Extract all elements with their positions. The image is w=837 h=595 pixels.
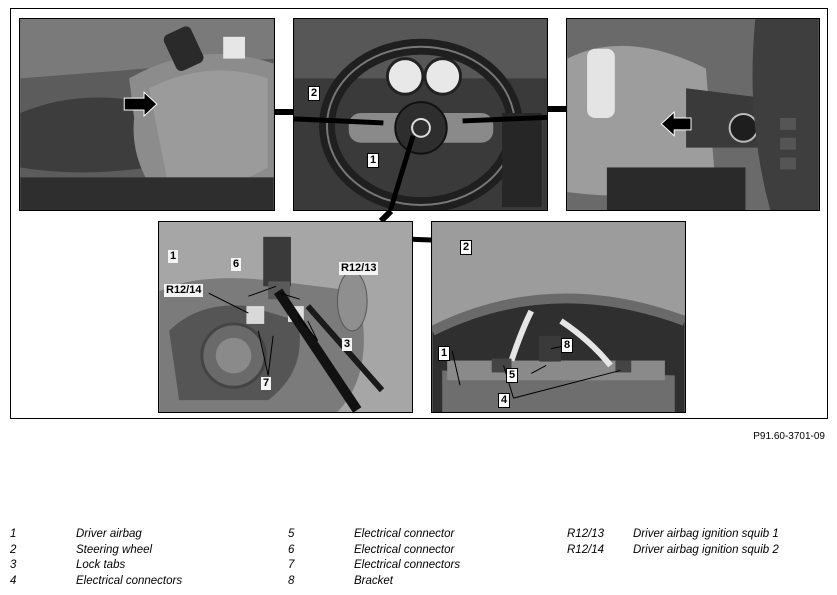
legend-key: 6	[288, 543, 295, 556]
legend-item	[288, 544, 558, 560]
photo-left-column	[19, 18, 275, 211]
photo-airbag-rear	[158, 221, 413, 413]
callout-bl-6: 6	[233, 258, 240, 270]
callout-bl-7: 7	[263, 377, 270, 389]
legend-key: 8	[288, 574, 295, 587]
left-column-illustration	[20, 19, 274, 210]
callout-top-center-2: 2	[308, 86, 320, 101]
legend-text: Driver airbag ignition squib 1	[633, 528, 779, 540]
legend-item	[10, 575, 280, 591]
callout-bl-1: 1	[170, 250, 177, 262]
callout-br-8: 8	[561, 338, 573, 353]
legend-text: Electrical connectors	[354, 559, 461, 571]
figure-reference-code: P91.60-3701-09	[753, 431, 825, 442]
callout-br-5: 5	[506, 368, 518, 383]
legend-text: Electrical connectors	[76, 574, 183, 587]
legend-item	[567, 544, 827, 560]
legend-key: 4	[10, 574, 17, 587]
legend-key: 3	[10, 559, 17, 571]
legend-item	[10, 544, 280, 560]
legend-column-1	[10, 528, 280, 590]
callout-br-4: 4	[498, 393, 510, 408]
legend-text: Driver airbag	[76, 528, 142, 540]
legend-text: Electrical connector	[354, 543, 455, 556]
legend-key: 7	[288, 559, 295, 571]
photo-right-column	[566, 18, 820, 211]
legend-item	[10, 528, 280, 544]
legend-text: Bracket	[354, 574, 393, 587]
legend-key: 5	[288, 528, 295, 540]
legend-text: Steering wheel	[76, 543, 153, 556]
legend-item	[288, 575, 558, 591]
legend-key: 2	[10, 543, 17, 556]
callout-br-1: 1	[438, 346, 450, 361]
legend-item	[10, 559, 280, 575]
legend-key: R12/13	[567, 528, 605, 540]
photo-steering-wheel	[293, 18, 548, 211]
legend-item	[288, 528, 558, 544]
right-column-illustration	[567, 19, 819, 210]
callout-bl-3: 3	[344, 338, 351, 350]
airbag-rear-illustration	[159, 222, 412, 412]
legend-text: Lock tabs	[76, 559, 126, 571]
legend-key: 1	[10, 528, 17, 540]
legend-text: Electrical connector	[354, 528, 455, 540]
figure-frame	[10, 8, 828, 419]
callout-br-2: 2	[460, 240, 472, 255]
callout-bl-r1213: R12/13	[341, 262, 377, 274]
steering-wheel-illustration	[294, 19, 547, 210]
callout-bl-r1214: R12/14	[166, 284, 202, 296]
legend-item	[288, 559, 558, 575]
legend-column-2	[288, 528, 558, 590]
legend-text: Driver airbag ignition squib 2	[633, 543, 779, 556]
legend-item	[567, 528, 827, 544]
legend-key: R12/14	[567, 543, 605, 556]
callout-top-center-1: 1	[367, 153, 379, 168]
photo-airbag-detail	[431, 221, 686, 413]
legend-column-3	[567, 528, 827, 559]
